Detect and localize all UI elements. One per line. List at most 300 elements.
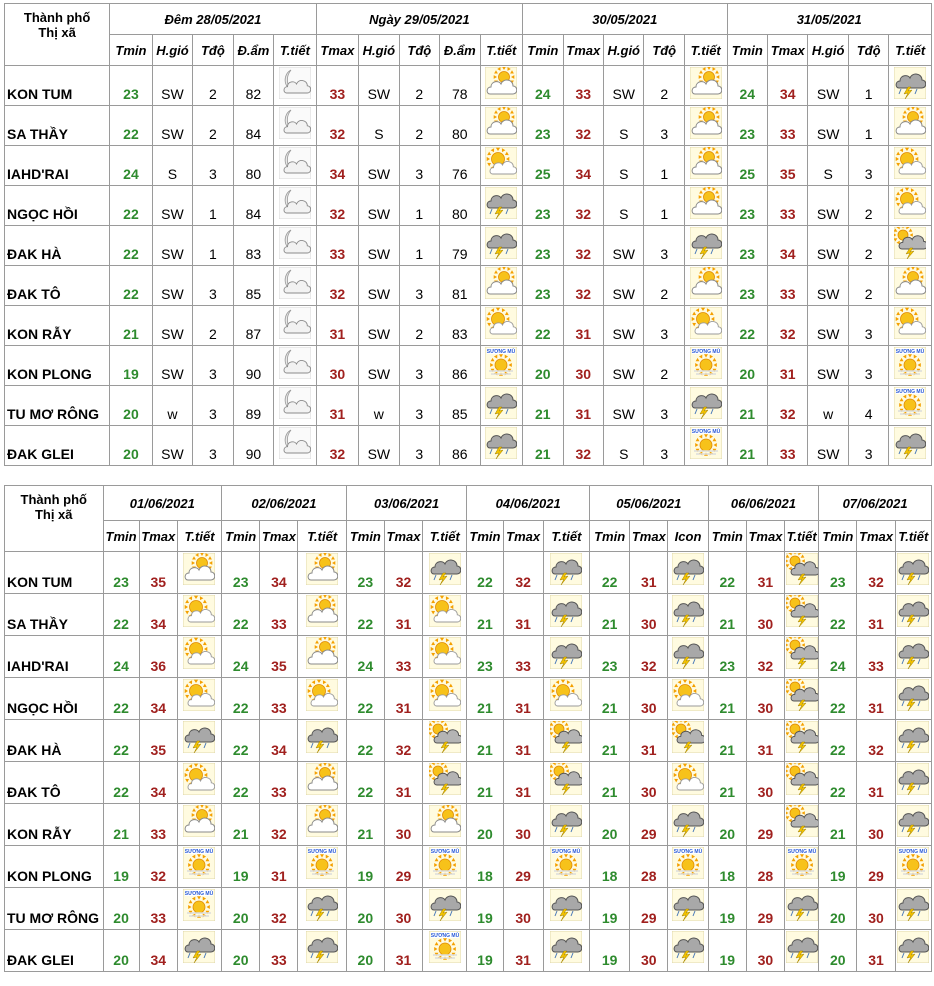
thunderstorm-icon bbox=[306, 889, 338, 921]
tmin-cell: 23 bbox=[523, 186, 563, 226]
moon-cloud-icon bbox=[279, 227, 311, 259]
weather-cell bbox=[895, 720, 931, 762]
tmin-cell: 19 bbox=[222, 846, 260, 888]
column-header: Tđộ bbox=[848, 35, 888, 66]
weather-cell bbox=[785, 762, 819, 804]
tmax-cell: 31 bbox=[630, 552, 668, 594]
sun-cloud-icon bbox=[429, 637, 461, 669]
thunderstorm-icon bbox=[672, 931, 704, 963]
sun-thunder-icon bbox=[786, 679, 818, 711]
weather-cell bbox=[543, 804, 589, 846]
tmax-cell: 30 bbox=[630, 762, 668, 804]
tmin-cell: 21 bbox=[727, 386, 767, 426]
weather-cell bbox=[668, 678, 708, 720]
day-header: 02/06/2021 bbox=[222, 486, 347, 521]
tmax-cell: 32 bbox=[746, 636, 784, 678]
tmax-cell: 31 bbox=[503, 678, 543, 720]
sun-cloud-icon bbox=[690, 267, 722, 299]
thunderstorm-icon bbox=[786, 889, 818, 921]
column-header: T.tiết bbox=[177, 521, 221, 552]
column-header: Tđộ bbox=[193, 35, 233, 66]
tmin-cell: 20 bbox=[110, 426, 152, 466]
weather-cell bbox=[480, 186, 523, 226]
tmax-cell: 30 bbox=[857, 888, 895, 930]
day-header: 03/06/2021 bbox=[346, 486, 467, 521]
tmin-cell: 23 bbox=[523, 266, 563, 306]
column-header: Tmax bbox=[384, 521, 422, 552]
thunderstorm-icon bbox=[550, 805, 582, 837]
wind-direction-cell: SW bbox=[604, 346, 644, 386]
wind-direction-cell: SW bbox=[604, 66, 644, 106]
tmax-cell: 32 bbox=[563, 266, 603, 306]
column-header: T.tiết bbox=[480, 35, 523, 66]
wind-speed-cell: 1 bbox=[193, 226, 233, 266]
tmin-cell: 22 bbox=[346, 720, 384, 762]
tmax-cell: 31 bbox=[260, 846, 298, 888]
weather-cell bbox=[177, 720, 221, 762]
wind-speed-cell: 3 bbox=[848, 346, 888, 386]
column-header: H.gió bbox=[152, 35, 192, 66]
tmax-cell: 30 bbox=[384, 804, 422, 846]
table-row bbox=[5, 804, 932, 846]
wind-speed-cell: 3 bbox=[193, 266, 233, 306]
wind-direction-cell: SW bbox=[359, 266, 399, 306]
moon-cloud-icon bbox=[279, 107, 311, 139]
tmax-cell: 31 bbox=[316, 306, 358, 346]
thunderstorm-icon bbox=[897, 595, 929, 627]
sun-cloud-icon bbox=[672, 763, 704, 795]
weather-cell bbox=[785, 720, 819, 762]
weather-cell bbox=[543, 762, 589, 804]
tmin-cell: 19 bbox=[590, 930, 630, 972]
tmin-cell: 19 bbox=[103, 846, 139, 888]
sun-cloud-icon bbox=[485, 67, 517, 99]
tmin-cell: 24 bbox=[103, 636, 139, 678]
city-name: KON RẪY bbox=[5, 306, 110, 346]
tmax-cell: 32 bbox=[857, 552, 895, 594]
wind-direction-cell: SW bbox=[152, 426, 192, 466]
tmax-cell: 31 bbox=[316, 386, 358, 426]
tmax-cell: 31 bbox=[857, 930, 895, 972]
weather-cell bbox=[423, 804, 467, 846]
weather-cell bbox=[177, 888, 221, 930]
column-header: Đ.ẩm bbox=[440, 35, 480, 66]
tmax-cell: 33 bbox=[260, 594, 298, 636]
tmax-cell: 33 bbox=[767, 186, 807, 226]
tmin-cell: 20 bbox=[708, 804, 746, 846]
weather-cell bbox=[895, 930, 931, 972]
weather-cell bbox=[785, 678, 819, 720]
tmin-cell: 18 bbox=[590, 846, 630, 888]
weather-cell bbox=[480, 386, 523, 426]
column-header: Tmin bbox=[590, 521, 630, 552]
sun-thunder-icon bbox=[429, 721, 461, 753]
tmin-cell: 21 bbox=[590, 720, 630, 762]
wind-direction-cell: SW bbox=[359, 426, 399, 466]
weather-cell bbox=[423, 552, 467, 594]
tmin-cell: 20 bbox=[727, 346, 767, 386]
wind-speed-cell: 3 bbox=[193, 426, 233, 466]
weather-cell bbox=[889, 186, 932, 226]
column-header: T.tiết bbox=[785, 521, 819, 552]
column-header: Tmin bbox=[708, 521, 746, 552]
tmin-cell: 22 bbox=[708, 552, 746, 594]
tmin-cell: 18 bbox=[708, 846, 746, 888]
tmax-cell: 30 bbox=[563, 346, 603, 386]
tmin-cell: 23 bbox=[346, 552, 384, 594]
tmin-cell: 20 bbox=[222, 930, 260, 972]
tmax-cell: 29 bbox=[384, 846, 422, 888]
column-header: Tmin bbox=[727, 35, 767, 66]
wind-speed-cell: 2 bbox=[193, 306, 233, 346]
sun-cloud-icon bbox=[183, 805, 215, 837]
humidity-cell: 85 bbox=[233, 266, 273, 306]
thunderstorm-icon bbox=[429, 553, 461, 585]
wind-direction-cell: SW bbox=[359, 66, 399, 106]
sun-cloud-icon bbox=[306, 637, 338, 669]
tmin-cell: 23 bbox=[523, 226, 563, 266]
city-name: NGỌC HỒI bbox=[5, 678, 104, 720]
weather-cell bbox=[668, 930, 708, 972]
tmin-cell: 23 bbox=[103, 552, 139, 594]
humidity-cell: 90 bbox=[233, 426, 273, 466]
svg-text:SƯƠNG MÙ: SƯƠNG MÙ bbox=[787, 849, 816, 855]
tmin-cell: 21 bbox=[727, 426, 767, 466]
tmin-cell: 22 bbox=[103, 594, 139, 636]
sun-thunder-icon bbox=[550, 763, 582, 795]
weather-cell bbox=[480, 306, 523, 346]
tmin-cell: 20 bbox=[523, 346, 563, 386]
sun-thunder-icon bbox=[786, 721, 818, 753]
thunderstorm-icon bbox=[897, 763, 929, 795]
tmin-cell: 19 bbox=[467, 930, 503, 972]
sun-cloud-icon bbox=[183, 763, 215, 795]
tmax-cell: 33 bbox=[767, 106, 807, 146]
tmin-cell: 22 bbox=[110, 186, 152, 226]
weather-cell bbox=[274, 266, 317, 306]
wind-direction-cell: SW bbox=[152, 106, 192, 146]
weather-cell bbox=[684, 306, 727, 346]
city-name: SA THẦY bbox=[5, 106, 110, 146]
weather-cell bbox=[895, 594, 931, 636]
column-header: Tmin bbox=[110, 35, 152, 66]
tmax-cell: 29 bbox=[746, 804, 784, 846]
weather-cell bbox=[889, 106, 932, 146]
table-row bbox=[5, 186, 932, 226]
tmax-cell: 30 bbox=[316, 346, 358, 386]
wind-direction-cell: SW bbox=[604, 226, 644, 266]
weather-cell bbox=[480, 426, 523, 466]
tmin-cell: 24 bbox=[523, 66, 563, 106]
wind-speed-cell: 3 bbox=[644, 426, 684, 466]
thunderstorm-icon bbox=[897, 931, 929, 963]
tmax-cell: 30 bbox=[384, 888, 422, 930]
tmax-cell: 29 bbox=[630, 888, 668, 930]
wind-direction-cell: SW bbox=[808, 306, 848, 346]
tmin-cell: 21 bbox=[103, 804, 139, 846]
tmin-cell: 21 bbox=[110, 306, 152, 346]
weather-cell bbox=[895, 762, 931, 804]
day-header: 01/06/2021 bbox=[103, 486, 222, 521]
column-header: H.gió bbox=[604, 35, 644, 66]
forecast-table-2 bbox=[4, 485, 932, 972]
weather-cell bbox=[177, 636, 221, 678]
thunderstorm-icon bbox=[894, 67, 926, 99]
day-header: 07/06/2021 bbox=[819, 486, 932, 521]
thunderstorm-icon bbox=[672, 553, 704, 585]
weather-cell bbox=[543, 888, 589, 930]
weather-cell bbox=[298, 804, 346, 846]
svg-text:SƯƠNG MÙ: SƯƠNG MÙ bbox=[673, 849, 703, 855]
wind-direction-cell: SW bbox=[604, 386, 644, 426]
tmin-cell: 25 bbox=[523, 146, 563, 186]
city-name: SA THẦY bbox=[5, 594, 104, 636]
sun-cloud-icon bbox=[485, 107, 517, 139]
sun-cloud-icon bbox=[690, 187, 722, 219]
tmin-cell: 22 bbox=[103, 678, 139, 720]
tmin-cell: 22 bbox=[819, 762, 857, 804]
tmin-cell: 22 bbox=[523, 306, 563, 346]
weather-cell bbox=[785, 552, 819, 594]
wind-speed-cell: 1 bbox=[399, 226, 439, 266]
weather-cell bbox=[177, 846, 221, 888]
tmax-cell: 33 bbox=[563, 66, 603, 106]
weather-cell bbox=[274, 226, 317, 266]
thunderstorm-icon bbox=[672, 889, 704, 921]
sun-cloud-icon bbox=[485, 147, 517, 179]
svg-text:SƯƠNG MÙ: SƯƠNG MÙ bbox=[307, 849, 337, 855]
weather-cell bbox=[423, 636, 467, 678]
city-name: TU MƠ RÔNG bbox=[5, 888, 104, 930]
sun-cloud-icon bbox=[550, 679, 582, 711]
city-column-header bbox=[5, 486, 104, 552]
thunderstorm-icon bbox=[894, 427, 926, 459]
table-row bbox=[5, 66, 932, 106]
day-header: 06/06/2021 bbox=[708, 486, 819, 521]
table-row bbox=[5, 888, 932, 930]
column-header: Tmin bbox=[819, 521, 857, 552]
fog-sun-icon bbox=[485, 347, 517, 379]
weather-cell bbox=[543, 720, 589, 762]
sun-cloud-icon bbox=[690, 307, 722, 339]
thunderstorm-icon bbox=[485, 227, 517, 259]
humidity-cell: 84 bbox=[233, 186, 273, 226]
tmax-cell: 33 bbox=[503, 636, 543, 678]
tmin-cell: 20 bbox=[103, 888, 139, 930]
svg-text:SƯƠNG MÙ: SƯƠNG MÙ bbox=[487, 349, 516, 355]
weather-cell bbox=[785, 846, 819, 888]
tmin-cell: 21 bbox=[819, 804, 857, 846]
weather-cell bbox=[298, 930, 346, 972]
sun-thunder-icon bbox=[786, 763, 818, 795]
weather-cell bbox=[274, 346, 317, 386]
city-header-line: Thành phố bbox=[23, 10, 91, 25]
humidity-cell: 89 bbox=[233, 386, 273, 426]
tmin-cell: 19 bbox=[467, 888, 503, 930]
sun-thunder-icon bbox=[786, 595, 818, 627]
thunderstorm-icon bbox=[897, 889, 929, 921]
tmin-cell: 20 bbox=[346, 888, 384, 930]
tmin-cell: 22 bbox=[590, 552, 630, 594]
city-name: ĐAK HÀ bbox=[5, 720, 104, 762]
weather-cell bbox=[423, 888, 467, 930]
weather-cell bbox=[668, 846, 708, 888]
tmin-cell: 21 bbox=[467, 678, 503, 720]
tmin-cell: 23 bbox=[819, 552, 857, 594]
tmin-cell: 22 bbox=[346, 678, 384, 720]
tmax-cell: 35 bbox=[139, 720, 177, 762]
wind-direction-cell: SW bbox=[808, 106, 848, 146]
humidity-cell: 84 bbox=[233, 106, 273, 146]
tmin-cell: 19 bbox=[110, 346, 152, 386]
sun-cloud-icon bbox=[485, 307, 517, 339]
wind-speed-cell: 3 bbox=[848, 306, 888, 346]
tmax-cell: 32 bbox=[260, 804, 298, 846]
tmin-cell: 23 bbox=[727, 106, 767, 146]
sun-cloud-icon bbox=[183, 595, 215, 627]
city-name: TU MƠ RÔNG bbox=[5, 386, 110, 426]
weather-cell bbox=[423, 930, 467, 972]
tmin-cell: 20 bbox=[819, 888, 857, 930]
weather-cell bbox=[684, 226, 727, 266]
thunderstorm-icon bbox=[183, 931, 215, 963]
tmin-cell: 22 bbox=[110, 106, 152, 146]
tmin-cell: 21 bbox=[590, 594, 630, 636]
tmax-cell: 33 bbox=[260, 762, 298, 804]
tmin-cell: 22 bbox=[110, 226, 152, 266]
tmax-cell: 30 bbox=[503, 888, 543, 930]
humidity-cell: 83 bbox=[233, 226, 273, 266]
city-name: ĐAK TÔ bbox=[5, 762, 104, 804]
humidity-cell: 85 bbox=[440, 386, 480, 426]
tmax-cell: 31 bbox=[503, 930, 543, 972]
sun-cloud-icon bbox=[429, 805, 461, 837]
table-row bbox=[5, 306, 932, 346]
weather-cell bbox=[895, 846, 931, 888]
sun-cloud-icon bbox=[894, 267, 926, 299]
thunderstorm-icon bbox=[183, 721, 215, 753]
weather-cell bbox=[177, 762, 221, 804]
tmax-cell: 32 bbox=[316, 106, 358, 146]
table-row bbox=[5, 720, 932, 762]
tmax-cell: 34 bbox=[316, 146, 358, 186]
wind-direction-cell: SW bbox=[808, 346, 848, 386]
weather-cell bbox=[480, 106, 523, 146]
weather-cell bbox=[274, 106, 317, 146]
wind-speed-cell: 2 bbox=[399, 306, 439, 346]
column-header: Tmax bbox=[857, 521, 895, 552]
wind-speed-cell: 1 bbox=[644, 146, 684, 186]
tmax-cell: 32 bbox=[563, 426, 603, 466]
weather-cell bbox=[543, 846, 589, 888]
fog-sun-icon bbox=[429, 847, 461, 879]
humidity-cell: 87 bbox=[233, 306, 273, 346]
wind-direction-cell: w bbox=[808, 386, 848, 426]
tmin-cell: 21 bbox=[708, 594, 746, 636]
weather-cell bbox=[889, 386, 932, 426]
tmax-cell: 33 bbox=[384, 636, 422, 678]
weather-cell bbox=[889, 426, 932, 466]
wind-speed-cell: 2 bbox=[848, 266, 888, 306]
weather-cell bbox=[298, 636, 346, 678]
wind-speed-cell: 3 bbox=[399, 426, 439, 466]
tmin-cell: 23 bbox=[222, 552, 260, 594]
weather-cell bbox=[895, 888, 931, 930]
thunderstorm-icon bbox=[672, 595, 704, 627]
wind-speed-cell: 2 bbox=[848, 186, 888, 226]
column-header: Tmax bbox=[767, 35, 807, 66]
tmin-cell: 19 bbox=[708, 930, 746, 972]
tmin-cell: 23 bbox=[727, 266, 767, 306]
tmin-cell: 22 bbox=[467, 552, 503, 594]
sun-cloud-icon bbox=[306, 763, 338, 795]
sun-cloud-icon bbox=[429, 595, 461, 627]
sun-thunder-icon bbox=[786, 637, 818, 669]
table-row bbox=[5, 106, 932, 146]
weather-cell bbox=[543, 678, 589, 720]
tmin-cell: 24 bbox=[110, 146, 152, 186]
thunderstorm-icon bbox=[429, 889, 461, 921]
wind-direction-cell: SW bbox=[808, 66, 848, 106]
weather-cell bbox=[684, 426, 727, 466]
thunderstorm-icon bbox=[485, 187, 517, 219]
wind-speed-cell: 2 bbox=[848, 226, 888, 266]
tmin-cell: 20 bbox=[590, 804, 630, 846]
tmax-cell: 32 bbox=[316, 266, 358, 306]
thunderstorm-icon bbox=[897, 679, 929, 711]
wind-speed-cell: 1 bbox=[848, 66, 888, 106]
svg-text:SƯƠNG MÙ: SƯƠNG MÙ bbox=[691, 349, 720, 355]
city-name: KON PLONG bbox=[5, 346, 110, 386]
tmax-cell: 34 bbox=[139, 678, 177, 720]
tmax-cell: 31 bbox=[857, 762, 895, 804]
sun-thunder-icon bbox=[894, 227, 926, 259]
tmin-cell: 24 bbox=[727, 66, 767, 106]
moon-cloud-icon bbox=[279, 307, 311, 339]
tmin-cell: 21 bbox=[523, 426, 563, 466]
tmax-cell: 36 bbox=[139, 636, 177, 678]
weather-cell bbox=[684, 386, 727, 426]
sun-cloud-icon bbox=[306, 553, 338, 585]
day-header: Đêm 28/05/2021 bbox=[110, 4, 316, 35]
humidity-cell: 80 bbox=[440, 106, 480, 146]
city-header-line: Thành phố bbox=[20, 492, 87, 507]
weather-cell bbox=[423, 678, 467, 720]
tmax-cell: 31 bbox=[384, 930, 422, 972]
table-row bbox=[5, 426, 932, 466]
wind-direction-cell: SW bbox=[359, 346, 399, 386]
wind-speed-cell: 2 bbox=[399, 106, 439, 146]
tmax-cell: 31 bbox=[630, 720, 668, 762]
wind-direction-cell: SW bbox=[359, 226, 399, 266]
table-row bbox=[5, 266, 932, 306]
city-header-line: Thị xã bbox=[38, 25, 76, 40]
weather-cell bbox=[668, 888, 708, 930]
column-header: Tmin bbox=[523, 35, 563, 66]
fog-sun-icon bbox=[183, 847, 215, 879]
tmin-cell: 21 bbox=[708, 720, 746, 762]
column-header: H.gió bbox=[808, 35, 848, 66]
column-header: Tmax bbox=[630, 521, 668, 552]
tmax-cell: 32 bbox=[563, 186, 603, 226]
thunderstorm-icon bbox=[550, 889, 582, 921]
column-header: Tmin bbox=[103, 521, 139, 552]
weather-cell bbox=[274, 306, 317, 346]
weather-cell bbox=[895, 636, 931, 678]
sun-cloud-icon bbox=[690, 147, 722, 179]
tmin-cell: 22 bbox=[222, 594, 260, 636]
thunderstorm-icon bbox=[897, 805, 929, 837]
